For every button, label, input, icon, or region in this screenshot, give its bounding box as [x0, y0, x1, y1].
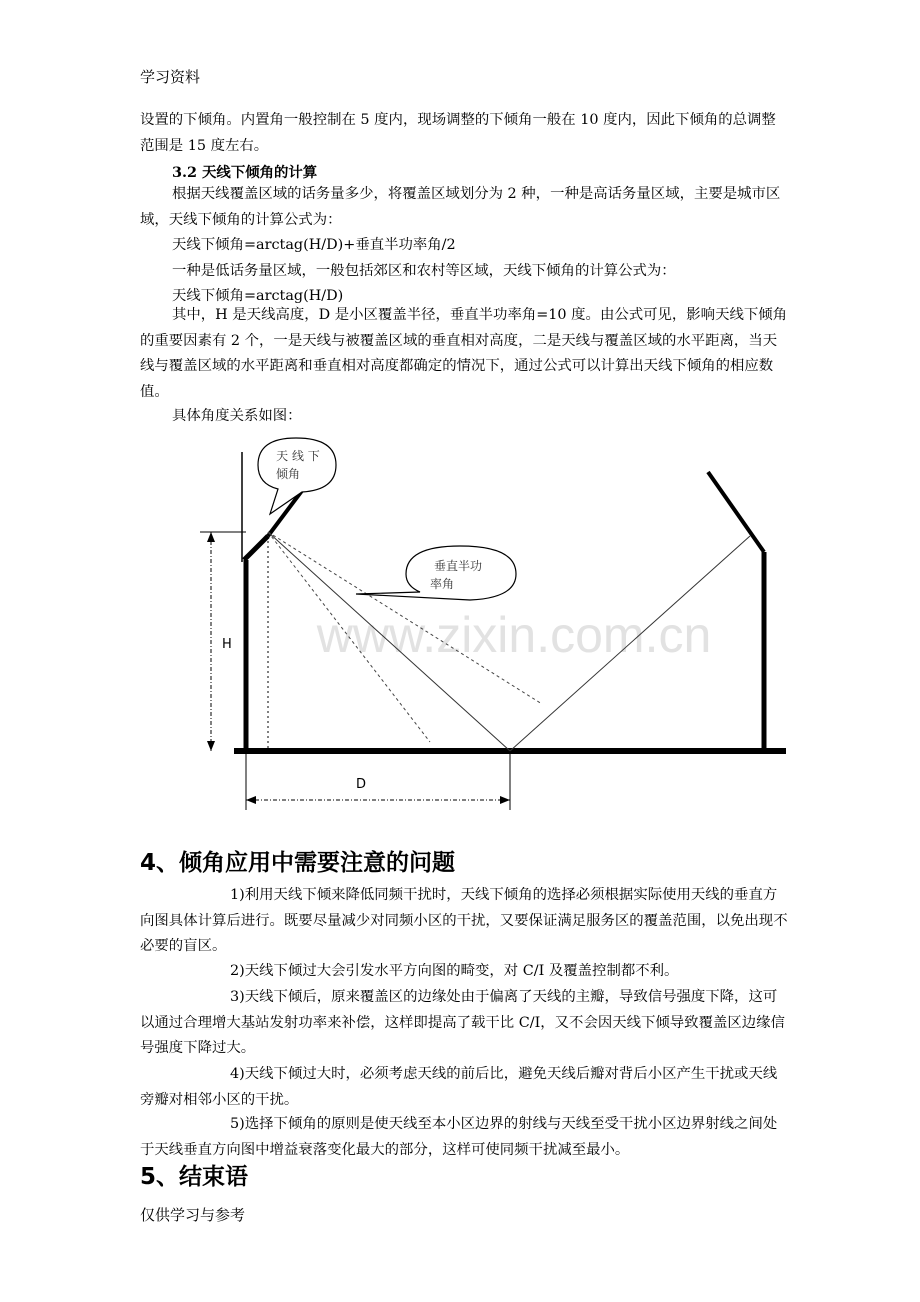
tilt-angle-callout — [258, 438, 336, 514]
page-footer: 仅供学习与参考 — [140, 1206, 246, 1224]
watermark: www.zixin.com.cn — [316, 607, 712, 663]
calc-paragraph: 根据天线覆盖区域的话务量多少，将覆盖区域划分为 2 种，一种是高话务量区域，主要是城市区域，天线下倾角的计算公式为： — [140, 186, 781, 228]
callout-1-line-2: 倾角 — [275, 467, 301, 481]
callout-2-line-2: 率角 — [429, 577, 455, 591]
section-5-title: 5、结束语 — [140, 1164, 249, 1190]
height-label: H — [222, 637, 232, 652]
right-antenna — [708, 472, 764, 552]
list-item: 1)利用天线下倾来降低同频干扰时，天线下倾角的选择必须根据实际使用天线的垂直方向图具体计算后进行。既要尽量减少对同频小区的干扰，又要保证满足服务区的覆盖范围，以免出现不必要的盲区。 — [140, 887, 788, 954]
list-item: 4)天线下倾过大时，必须考虑天线的前后比，避免天线后瓣对背后小区产生干扰或天线旁瓣对相邻小区的干扰。 — [140, 1066, 778, 1108]
intro-paragraph: 设置的下倾角。内置角一般控制在 5 度内，现场调整的下倾角一般在 10 度内，因此下倾角的总调整范围是 15 度左右。 — [140, 112, 776, 154]
callout-2-line-1: 垂直半功 — [433, 559, 483, 573]
figure-intro: 具体角度关系如图： — [172, 408, 302, 424]
list-item: 5)选择下倾角的原则是使天线至本小区边界的射线与天线至受干扰小区边界射线之间处于天线垂直方向图中增益衰落变化最大的部分，这样可使同频干扰减至最小。 — [140, 1116, 778, 1158]
sub-heading: 3.2 天线下倾角的计算 — [172, 164, 318, 181]
height-arrow-bottom — [207, 741, 215, 751]
formula-2: 天线下倾角=arctag(H/D) — [172, 288, 344, 304]
callout-1-line-1: 天 线 下 — [276, 449, 320, 463]
distance-arrow-left — [246, 796, 256, 804]
height-arrow-top — [207, 532, 215, 542]
list-item: 2)天线下倾过大会引发水平方向图的畸变，对 C/I 及覆盖控制都不利。 — [230, 963, 679, 979]
explain-paragraph: 其中，H 是天线高度，D 是小区覆盖半径，垂直半功率角=10 度。由公式可见，影响天线下倾角的重要因素有 2 个，一是天线与被覆盖区域的垂直相对高度，二是天线与覆盖区域的水平距离，当天线与覆盖区域的水平距离和垂直相对高度都确定的情况下，通过公式可以计算出天线下倾角的相应数值。 — [140, 307, 788, 400]
left-antenna — [244, 536, 268, 560]
half-power-angle-callout — [356, 546, 516, 600]
page-header: 学习资料 — [140, 68, 201, 86]
distance-label: D — [356, 777, 367, 792]
low-traffic-paragraph: 一种是低话务量区域，一般包括郊区和农村等区域，天线下倾角的计算公式为： — [172, 263, 676, 279]
formula-1: 天线下倾角=arctag(H/D)+垂直半功率角/2 — [172, 237, 456, 253]
list-item: 3)天线下倾后，原来覆盖区的边缘处由于偏离了天线的主瓣，导致信号强度下降，这可以通过合理增大基站发射功率来补偿，这样即提高了载干比 C/I，又不会因天线下倾导致覆盖区边缘信号强度下降过大。 — [140, 989, 785, 1056]
tilt-angle-diagram — [170, 432, 790, 812]
distance-arrow-right — [500, 796, 510, 804]
section-4-title: 4、倾角应用中需要注意的问题 — [140, 850, 456, 876]
